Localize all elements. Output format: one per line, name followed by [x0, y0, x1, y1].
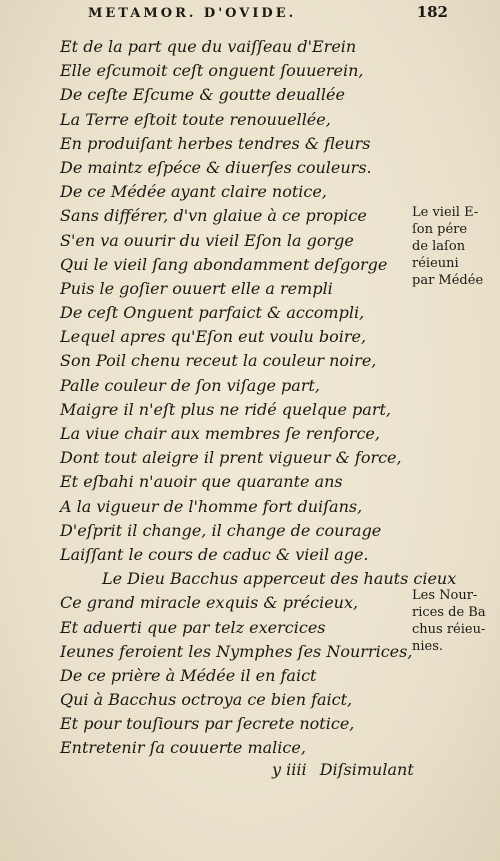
- verse-line: D'eſprit il change, il change de courage: [60, 520, 382, 540]
- margin-note-line: de laſon: [412, 239, 466, 254]
- verse-line: Ce grand miracle exquis & précieux,: [60, 593, 359, 613]
- page-footer: [272, 760, 414, 779]
- margin-note-line: Les Nour-: [412, 588, 478, 603]
- verse-line: Laiſſant le cours de caduc & vieil age.: [60, 544, 369, 564]
- verse-line: Elle eſcumoit ceſt onguent ſouuerein,: [60, 61, 364, 81]
- verse-line: Ieunes feroient les Nymphes ſes Nourrices,: [60, 641, 413, 661]
- verse-line: Lequel apres qu'Eſon eut voulu boire,: [60, 327, 367, 347]
- verse-line: De ce prière à Médée il en faict: [60, 665, 317, 685]
- margin-note: [412, 587, 500, 655]
- verse-line: Palle couleur de ſon viſage part,: [60, 375, 320, 395]
- verse-line: Qui le vieil ſang abondamment deſgorge: [60, 254, 388, 274]
- verse-line: Et de la part que du vaiſſeau d'Erein: [60, 37, 357, 56]
- margin-note-line: réieuni: [412, 256, 459, 271]
- verse-line: Et pour touſiours par ſecrete notice,: [60, 714, 355, 734]
- verse-line: La Terre eſtoit toute renouuellée,: [60, 109, 331, 129]
- margin-note-line: ſon pére: [412, 222, 468, 237]
- verse-line: De ceſt Onguent parfaict & accompli,: [60, 303, 365, 323]
- running-head: METAMOR. D'OVIDE.: [88, 6, 297, 21]
- verse-line: Qui à Bacchus octroya ce bien faict,: [60, 690, 353, 710]
- verse-line: Et eſbahi n'auoir que quarante ans: [60, 472, 343, 492]
- margin-note-line: chus réieu-: [412, 622, 486, 637]
- margin-note-line: rices de Ba: [412, 605, 486, 620]
- verse-line: Le Dieu Bacchus apperceut des hauts cieux: [102, 569, 457, 589]
- verse-line: Maigre il n'eſt plus ne ridé quelque part,: [60, 399, 391, 419]
- verse-line: Son Poil chenu receut la couleur noire,: [60, 351, 377, 371]
- verse-line: La viue chair aux membres ſe renforce,: [60, 424, 380, 443]
- signature-mark: y iiii: [272, 760, 307, 779]
- margin-note-line: par Médée: [412, 273, 484, 288]
- margin-note-line: Le vieil E-: [412, 205, 479, 220]
- verse-line: S'en va ouurir du vieil Eſon la gorge: [60, 230, 354, 250]
- verse-line: De ceſte Eſcume & goutte deuallée: [60, 85, 345, 105]
- page-number: 182: [416, 3, 448, 21]
- verse-line: En produiſant herbes tendres & fleurs: [60, 133, 371, 153]
- verse-line: Et aduerti que par telz exercices: [60, 617, 326, 637]
- page-header: [88, 4, 448, 24]
- verse-line: Puis le goſier ouuert elle a rempli: [60, 278, 333, 298]
- margin-note: [412, 204, 500, 289]
- verse-line: De ce Médée ayant claire notice,: [60, 182, 327, 202]
- verse-line: A la vigueur de l'homme fort duiſans,: [60, 496, 363, 516]
- verse-line: Dont tout aleigre il prent vigueur & force,: [60, 448, 402, 468]
- catchword: Diſsimulant: [319, 760, 414, 779]
- verse-line: Sans différer, d'vn glaiue à ce propice: [60, 206, 367, 226]
- margin-note-line: nies.: [412, 639, 444, 654]
- verse-line: Entretenir ſa couuerte malice,: [60, 738, 306, 758]
- verse-line: De maintz eſpéce & diuerſes couleurs.: [60, 157, 372, 177]
